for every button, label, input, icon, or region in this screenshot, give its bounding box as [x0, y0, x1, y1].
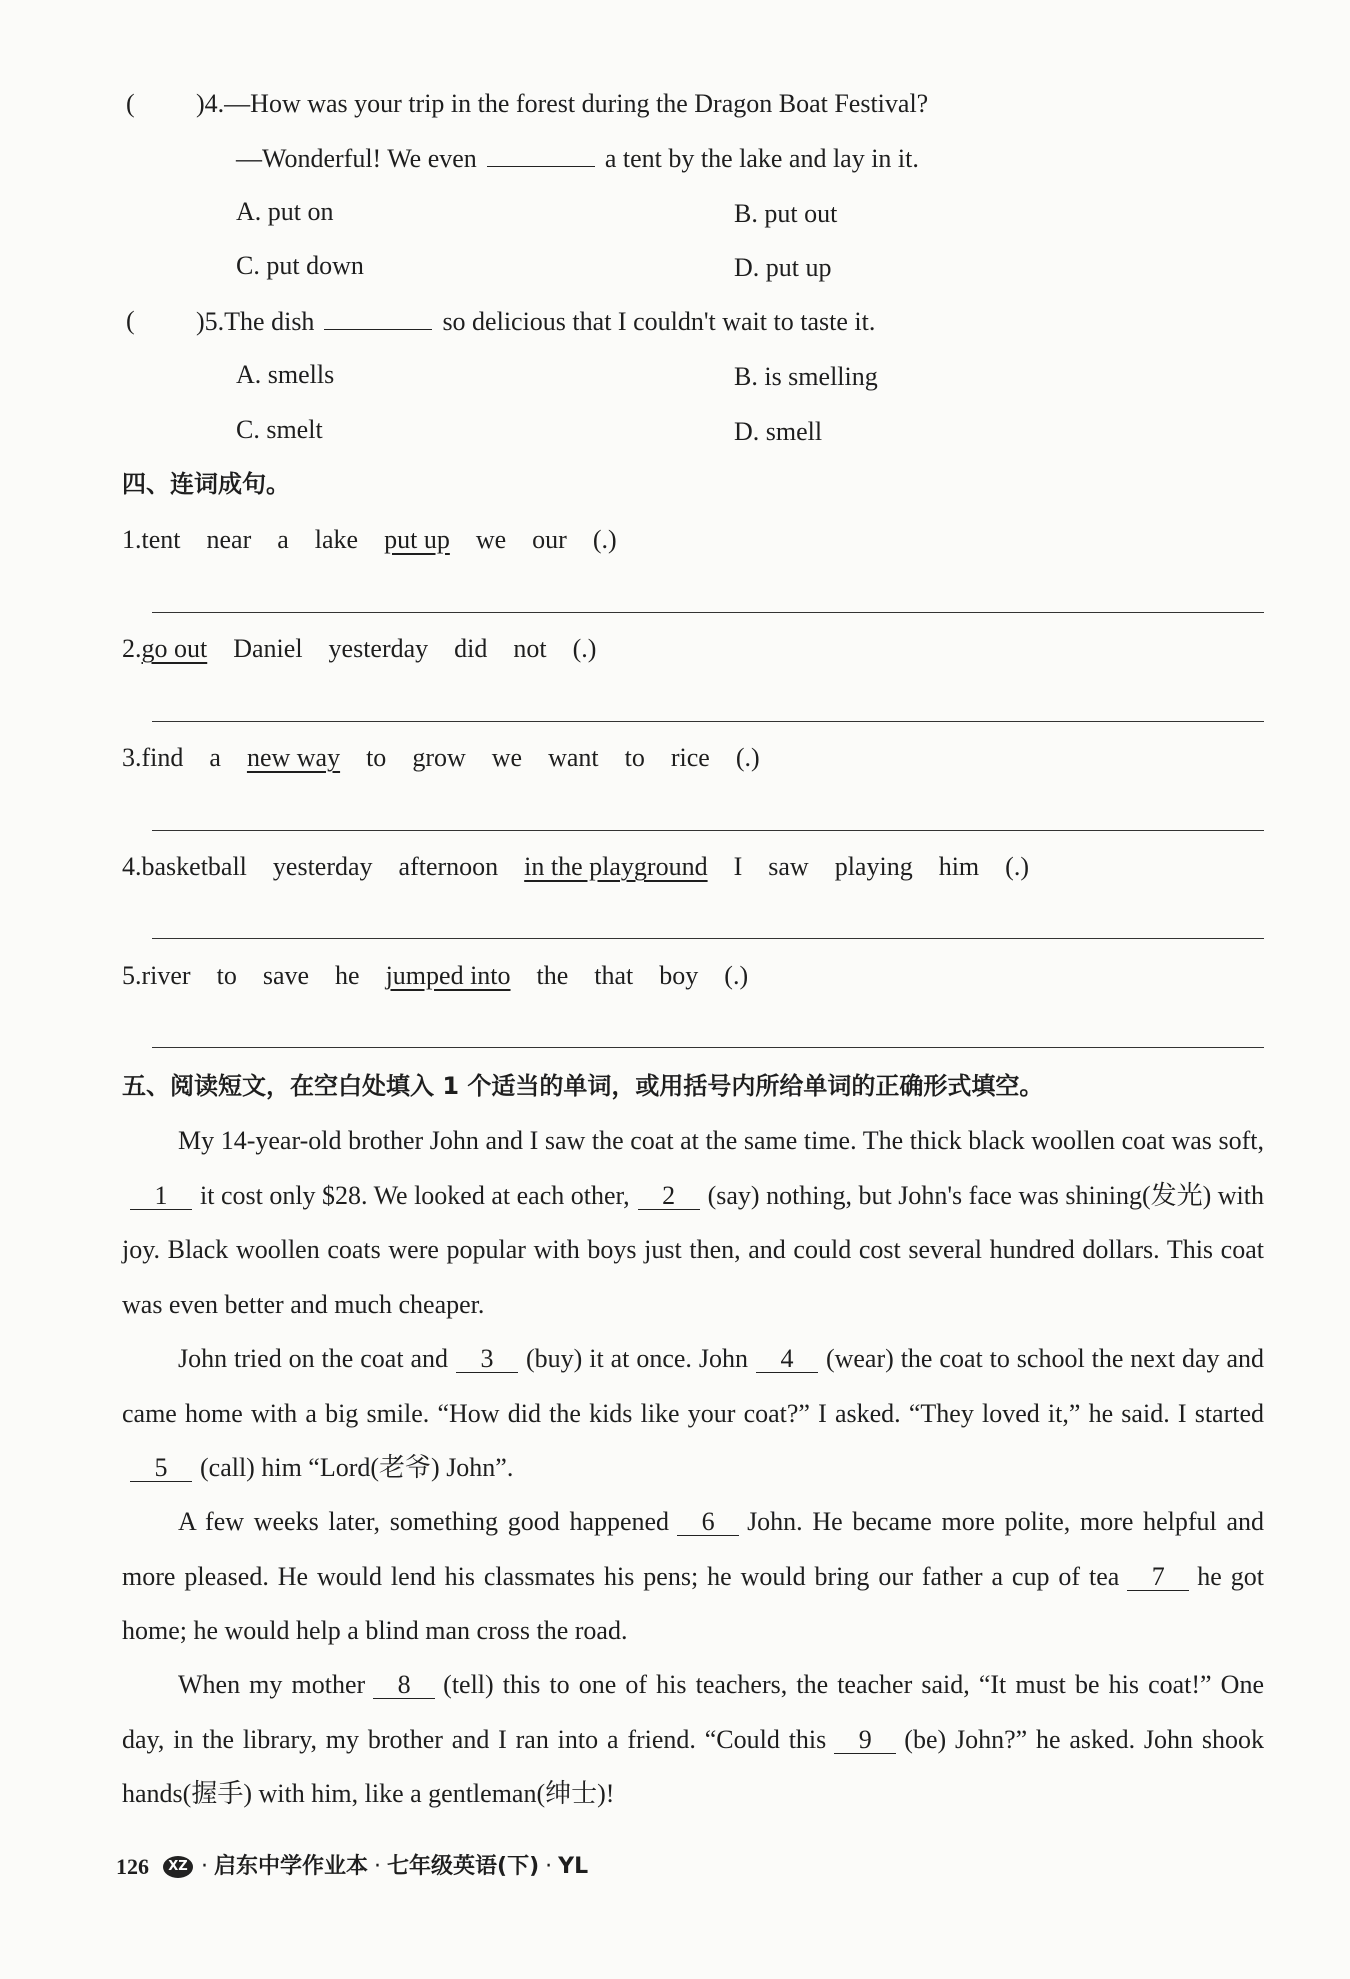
s4-word: tent — [141, 525, 181, 554]
s4-punct: (.) — [724, 961, 749, 990]
p2-text-1: John tried on the coat and — [178, 1344, 449, 1373]
s4-word: we — [475, 525, 507, 554]
s4-word-underlined: put up — [384, 525, 450, 554]
s4-word: yesterday — [272, 852, 373, 881]
s4-word: basketball — [141, 852, 247, 881]
p3-text-3: he got home; he would help a blind man cross the road. — [122, 1561, 1264, 1645]
s4-word-underlined: jumped into — [385, 961, 511, 990]
p4-text-1: When my mother — [178, 1670, 366, 1699]
s4-word: boy — [659, 961, 699, 990]
q5-stem — [196, 305, 875, 338]
s4-word: Daniel — [233, 634, 303, 663]
s4-word: yesterday — [328, 634, 429, 663]
blank-9[interactable]: 9 — [834, 1727, 896, 1754]
s4-word: afternoon — [398, 852, 499, 881]
footer-separator: · — [545, 1854, 553, 1879]
s4-word: grow — [412, 743, 466, 772]
q4-option-b[interactable]: B. put out — [734, 199, 838, 228]
q4-stem — [196, 88, 928, 120]
s4-word: to — [216, 961, 237, 990]
s4-item-2-num: 2. — [122, 634, 142, 663]
passage-paragraph-1 — [122, 1114, 1264, 1332]
q5-option-c[interactable]: C. smelt — [236, 415, 323, 444]
s4-item-5-num: 5. — [122, 961, 142, 990]
p2-text-3: (wear) the coat to school the next day and came home with a big smile. “How did the kids like your coat?” I asked. “They loved it,” he said. I started — [122, 1344, 1264, 1428]
p3-text-1: A few weeks later, something good happened — [178, 1507, 670, 1536]
q4-number: 4. — [204, 89, 225, 118]
passage-paragraph-2 — [122, 1332, 1264, 1496]
p1-text-1: My 14-year-old brother John and I saw the coat at the same time. The thick black woollen coat was soft, — [178, 1126, 1264, 1155]
blank-1[interactable]: 1 — [130, 1183, 192, 1210]
s4-word: playing — [834, 852, 913, 881]
s4-word: I — [733, 852, 743, 881]
q5-paren-close: ) — [196, 307, 205, 336]
q4-line2-b: a tent by the lake and lay in it. — [604, 144, 919, 173]
section4-title: 四、连词成句。 — [122, 470, 290, 498]
p4-text-2: (tell) this to one of his teachers, the teacher said, “It must be his coat!” One day, in the library, my brother and I ran into a friend. “Could this — [122, 1670, 1264, 1754]
q5-stem-b: so delicious that I couldn't wait to taste it. — [442, 307, 876, 336]
q5-option-d[interactable]: D. smell — [734, 417, 823, 446]
publisher-logo-icon: XZ — [163, 1856, 193, 1878]
q4-option-a[interactable]: A. put on — [236, 197, 334, 226]
q4-option-d[interactable]: D. put up — [734, 253, 832, 282]
q4-question: —How was your trip in the forest during the Dragon Boat Festival? — [224, 89, 929, 118]
s4-answer-line-4[interactable] — [152, 938, 1264, 939]
q5-paren-open: ( — [126, 306, 135, 335]
s4-word-underlined: new way — [246, 743, 341, 772]
s4-word: a — [209, 743, 221, 772]
s4-word: a — [277, 525, 289, 554]
q5-option-a[interactable]: A. smells — [236, 360, 335, 389]
q4-line2 — [236, 142, 919, 175]
book-title: 启东中学作业本 — [214, 1854, 369, 1879]
s4-word: near — [206, 525, 252, 554]
footer-separator: · — [201, 1854, 208, 1879]
q4-paren-close: ) — [196, 89, 205, 118]
page-footer — [116, 1852, 588, 1882]
s4-word: to — [624, 743, 645, 772]
grade-subject: 七年级英语(下) — [387, 1854, 540, 1879]
s4-word: him — [938, 852, 980, 881]
passage-paragraph-3 — [122, 1495, 1264, 1659]
edition-code: YL — [558, 1854, 589, 1879]
q5-stem-a: The dish — [224, 307, 315, 336]
s4-item-4-num: 4. — [122, 852, 142, 881]
p3-text-2: John. He became more polite, more helpful and more pleased. He would lend his classmates his pens; he would bring our father a cup of tea — [122, 1507, 1264, 1591]
s4-word: find — [141, 743, 184, 772]
s4-item-4 — [122, 851, 1029, 883]
s4-punct: (.) — [592, 525, 617, 554]
q4-option-c[interactable]: C. put down — [236, 251, 364, 280]
s4-word: that — [594, 961, 634, 990]
s4-word: the — [536, 961, 569, 990]
s4-word: not — [513, 634, 547, 663]
q4-paren-open: ( — [126, 89, 135, 118]
blank-3[interactable]: 3 — [456, 1346, 518, 1373]
s4-punct: (.) — [572, 634, 597, 663]
q5-blank[interactable] — [324, 305, 432, 330]
s4-answer-line-2[interactable] — [152, 721, 1264, 722]
p4-text-3: (be) John?” he asked. John shook hands(握手) with him, like a gentleman(绅士)! — [122, 1724, 1264, 1808]
s4-answer-line-5[interactable] — [152, 1047, 1264, 1048]
s4-item-3 — [122, 742, 760, 774]
s4-word: want — [548, 743, 599, 772]
s4-word: did — [454, 634, 488, 663]
s4-word: to — [366, 743, 387, 772]
s4-word: he — [335, 961, 360, 990]
blank-4[interactable]: 4 — [756, 1346, 818, 1373]
s4-punct: (.) — [1005, 852, 1029, 881]
s4-item-5 — [122, 960, 748, 992]
blank-6[interactable]: 6 — [677, 1509, 739, 1536]
s4-word: save — [262, 961, 310, 990]
s4-word: our — [532, 525, 567, 554]
s4-word-underlined: in the playground — [524, 852, 708, 881]
p1-text-2: it cost only $28. We looked at each other, — [200, 1180, 630, 1210]
footer-separator: · — [374, 1854, 382, 1879]
q5-number: 5. — [204, 307, 225, 336]
q5-option-b[interactable]: B. is smelling — [734, 362, 878, 391]
q4-line2-a: —Wonderful! We even — [236, 144, 477, 173]
s4-word: saw — [768, 852, 809, 881]
s4-answer-line-3[interactable] — [152, 830, 1264, 831]
p2-text-2: (buy) it at once. John — [526, 1344, 748, 1373]
s4-answer-line-1[interactable] — [152, 612, 1264, 613]
section5-title: 五、阅读短文，在空白处填入 1 个适当的单词，或用括号内所给单词的正确形式填空。 — [122, 1072, 1044, 1100]
s4-item-2 — [122, 633, 596, 665]
blank-7[interactable]: 7 — [1127, 1564, 1189, 1591]
s4-word: lake — [314, 525, 359, 554]
blank-8[interactable]: 8 — [373, 1672, 435, 1699]
q4-blank[interactable] — [487, 142, 595, 167]
s4-word-underlined: go out — [141, 634, 208, 663]
s4-word: rice — [670, 743, 710, 772]
s4-word: river — [141, 961, 191, 990]
page-number: 126 — [116, 1854, 149, 1879]
passage-paragraph-4 — [122, 1658, 1264, 1822]
p2-text-4: (call) him “Lord(老爷) John”. — [200, 1453, 514, 1482]
s4-punct: (.) — [735, 743, 760, 772]
p1-text-3: (say) nothing, but John's face was shining(发光) with joy. Black woollen coats were popular with boys just then, and could cost several hundred dollars. This coat was even better and much cheaper. — [122, 1180, 1264, 1319]
s4-item-3-num: 3. — [122, 743, 142, 772]
blank-2[interactable]: 2 — [638, 1183, 700, 1210]
s4-word: we — [491, 743, 523, 772]
s4-item-1 — [122, 524, 617, 556]
s4-item-1-num: 1. — [122, 525, 142, 554]
blank-5[interactable]: 5 — [130, 1455, 192, 1482]
